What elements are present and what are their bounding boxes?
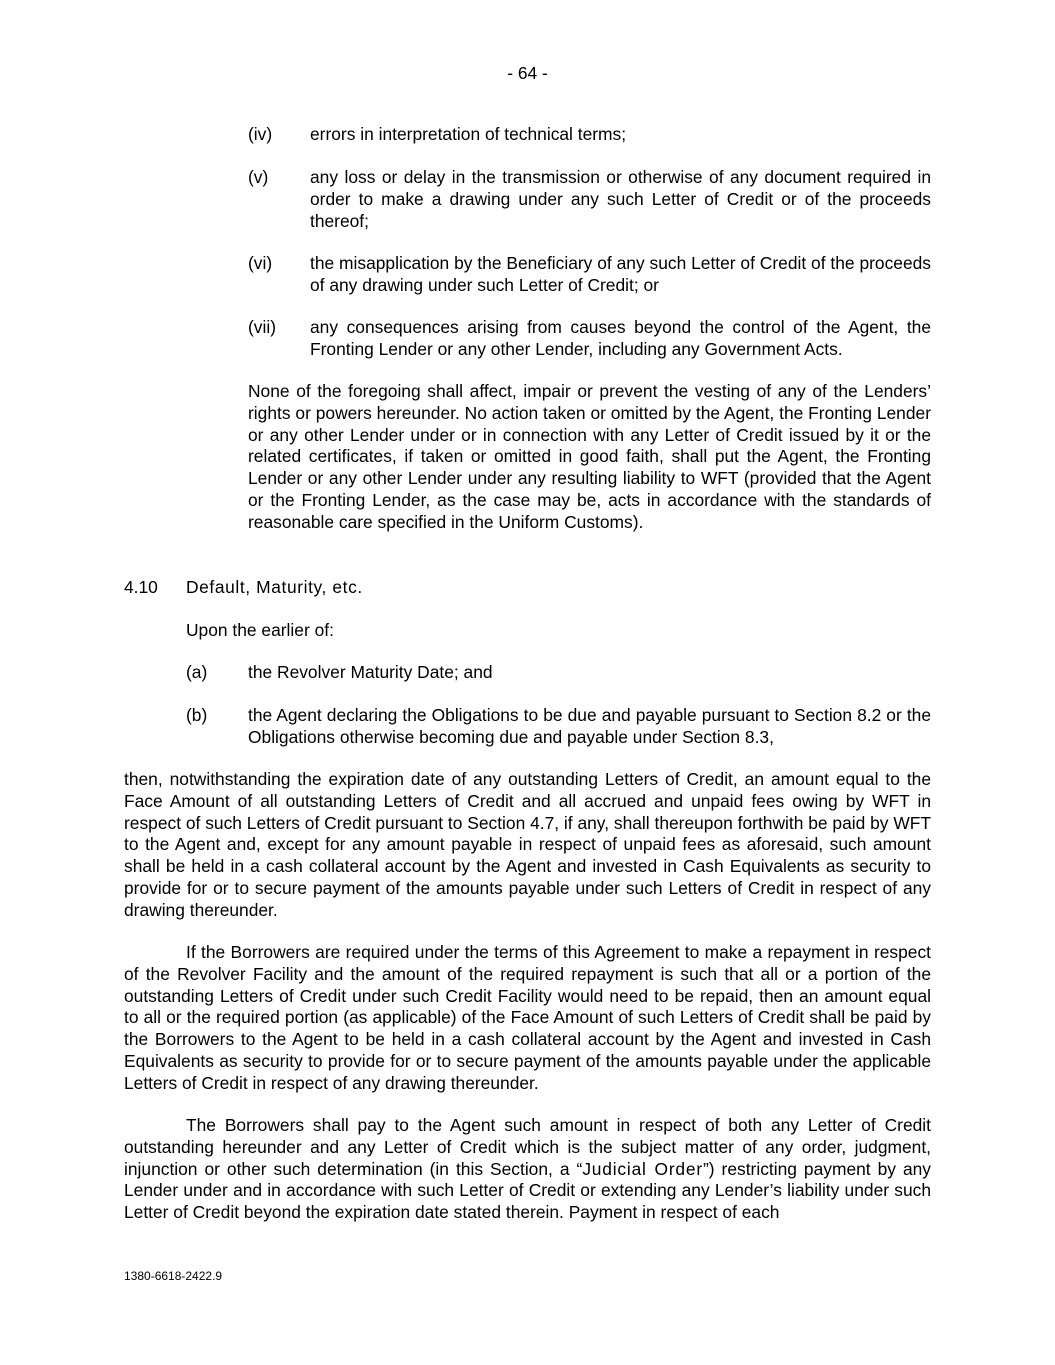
list-item-text: errors in interpretation of technical terms; [310,124,627,144]
judicial-order-text-part1: The Borrowers shall pay to the Agent such amount in respect of both any Letter of Credit outstanding hereunder and any Letter of Credit which is the subject matter of any order, judgment, injunction or other such determination (in this Section, a “ [124,1115,931,1179]
page-number: - 64 - [507,63,548,83]
list-item-text: any loss or delay in the transmission or otherwise of any document required in order to make a drawing under any such Letter of Credit or of the proceeds thereof; [310,167,931,231]
judicial-order-text-part2: ”) restricting payment by any Lender under and in accordance with such Letter of Credit or extending any Lender’s liability under such Letter of Credit beyond the expiration date stated therein. Payment in respect of each [124,1158,932,1223]
judicial-order-term: Judicial Order [582,1158,703,1179]
list-item-text: any consequences arising from causes beyond the control of the Agent, the Fronting Lender or any other Lender, including any Government Acts. [310,317,931,359]
then-paragraph: then, notwithstanding the expiration date of any outstanding Letters of Credit, an amount equal to the Face Amount of all outstanding Letters of Credit and all accrued and unpaid fees owing by WFT in respect of such Letters of Credit pursuant to Section 4.7, if any, shall thereupon forthwith be paid by WFT to the Agent and, except for any amount payable in respect of unpaid fees as aforesaid, such amount shall be held in a cash collateral account by the Agent and invested in Cash Equivalents as security to provide for or to secure payment of the amounts payable under such Letters of Credit in respect of any drawing thereunder. [124,769,931,920]
condition-number: (b) [186,705,208,725]
list-item-number: (iv) [248,124,273,144]
document-code: 1380-6618-2422.9 [124,1269,223,1283]
condition-text: the Agent declaring the Obligations to be due and payable pursuant to Section 8.2 or the Obligations otherwise becoming due and payable under Section 8.3, [248,705,931,747]
list-item-number: (v) [248,167,269,187]
list-item-number: (vii) [248,317,277,337]
condition-number: (a) [186,662,208,682]
section-title: Default, Maturity, etc. [186,577,363,597]
none-of-the-foregoing-paragraph: None of the foregoing shall affect, impair or prevent the vesting of any of the Lenders’ rights or powers hereunder. No action taken or omitted by the Agent, the Fronting Lender or any other Lender under or in connection with any Letter of Credit issued by it or the related certificates, if taken or omitted in good faith, shall put the Agent, the Fronting Lender or any other Lender under any resulting liability to WFT (provided that the Agent or the Fronting Lender, as the case may be, acts in accordance with the standards of reasonable care specified in the Uniform Customs). [248,381,931,532]
section-number: 4.10 [124,577,158,597]
list-item-text: the misapplication by the Beneficiary of any such Letter of Credit of the proceeds of any drawing under such Letter of Credit; or [310,253,931,295]
condition-text: the Revolver Maturity Date; and [248,662,493,682]
upon-text: Upon the earlier of: [186,620,334,640]
judicial-order-paragraph [124,1115,931,1224]
list-item-number: (vi) [248,253,273,273]
borrowers-repayment-paragraph: If the Borrowers are required under the terms of this Agreement to make a repayment in respect of the Revolver Facility and the amount of the required repayment is such that all or a portion of the outstanding Letters of Credit under such Credit Facility would need to be repaid, then an amount equal to all or the required portion (as applicable) of the Face Amount of such Letters of Credit shall be paid by the Borrowers to the Agent to be held in a cash collateral account by the Agent and invested in Cash Equivalents as security to provide for or to secure payment of the amounts payable under the applicable Letters of Credit in respect of any drawing thereunder. [124,942,931,1093]
